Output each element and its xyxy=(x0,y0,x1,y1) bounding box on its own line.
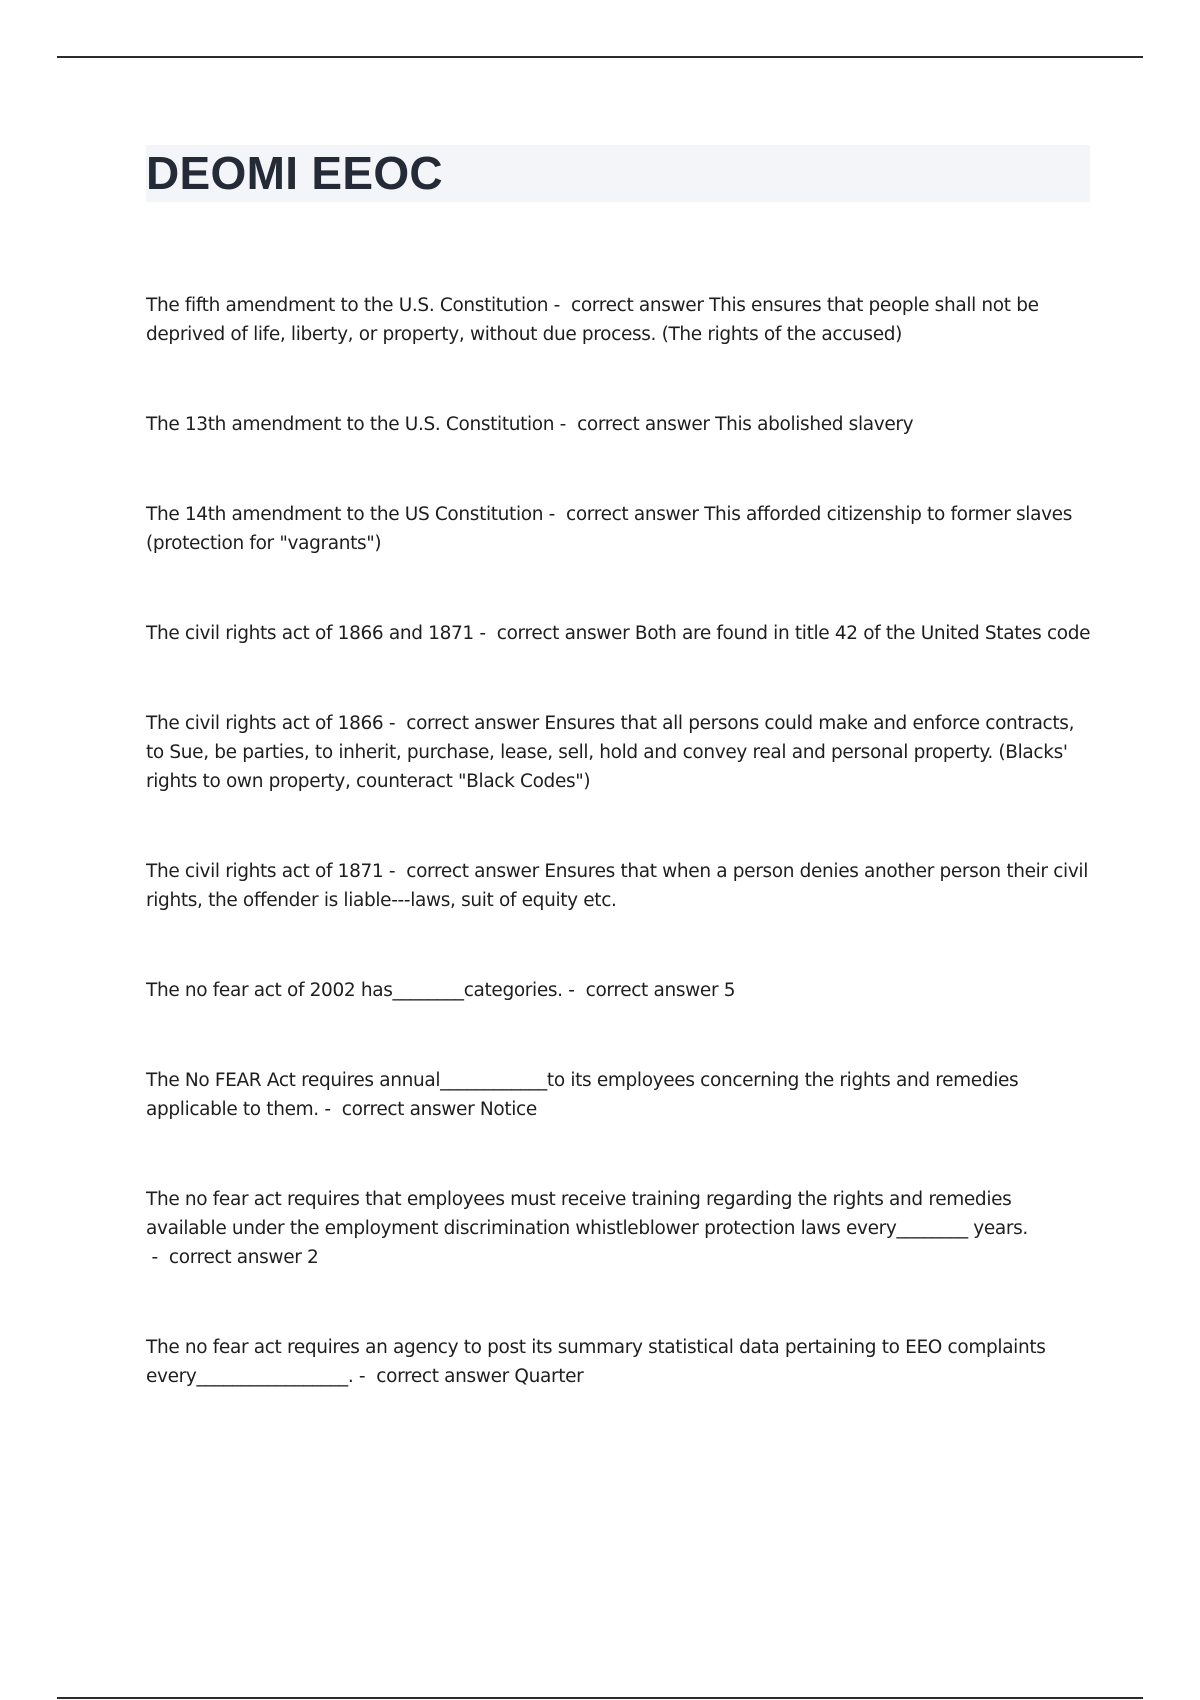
answer-marker: correct answer xyxy=(341,1099,475,1120)
qa-item: The No FEAR Act requires annual____________to its employees concerning the rights and remedies applicable to them. - correct answer Notice xyxy=(146,1070,1019,1120)
qa-item: The no fear act requires an agency to post its summary statistical data pertaining to EEO complaints every_________________. - correct answer Quarter xyxy=(146,1337,1046,1387)
answer-text: This ensures that people shall not be deprived of life, liberty, or property, without due process. (The rights of the accused) xyxy=(146,295,1039,345)
question-text: The 13th amendment to the U.S. Constitution xyxy=(146,414,555,435)
question-text: The 14th amendment to the US Constitution xyxy=(146,504,544,525)
answer-text: Both are found in title 42 of the United States code xyxy=(634,623,1091,644)
question-text: The No FEAR Act requires annual____________to its employees concerning the rights and remedies applicable to them. xyxy=(146,1070,1019,1120)
bottom-rule xyxy=(57,1697,1143,1699)
answer-marker: correct answer xyxy=(585,980,719,1001)
top-rule xyxy=(57,56,1143,58)
answer-text: 2 xyxy=(307,1247,319,1268)
answer-marker: correct answer xyxy=(566,504,699,525)
question-text: The civil rights act of 1871 xyxy=(146,861,384,882)
answer-marker: correct answer xyxy=(406,713,539,734)
question-text: The no fear act requires an agency to post its summary statistical data pertaining to EEO complaints every_________________. xyxy=(146,1337,1046,1387)
question-text: The no fear act of 2002 has________categories. xyxy=(146,980,563,1001)
qa-item: The civil rights act of 1866 - correct answer Ensures that all persons could make and enforce contracts, to Sue, be parties, to inherit, purchase, lease, sell, hold and convey real and personal property. (Blacks' rights to own property, counteract "Black Codes") xyxy=(146,713,1075,792)
answer-text: This afforded citizenship to former slaves (protection for "vagrants") xyxy=(146,504,1072,554)
answer-marker: correct answer xyxy=(571,295,704,316)
qa-item: The civil rights act of 1871 - correct answer Ensures that when a person denies another person their civil rights, the offender is liable---laws, suit of equity etc. xyxy=(146,861,1088,911)
qa-list xyxy=(146,291,1091,1452)
answer-marker: correct answer xyxy=(168,1247,302,1268)
answer-text: Ensures that all persons could make and enforce contracts, to Sue, be parties, to inherit, purchase, lease, sell, hold and convey real and personal property. (Blacks' rights to own property, counteract "Black Codes") xyxy=(146,713,1075,792)
qa-item: The no fear act requires that employees must receive training regarding the rights and remedies available under the employment discrimination whistleblower protection laws every________ years. - correct answer 2 xyxy=(146,1189,1028,1268)
answer-text: 5 xyxy=(723,980,736,1001)
qa-item: The no fear act of 2002 has________categories. - correct answer 5 xyxy=(146,980,736,1001)
qa-item: The 13th amendment to the U.S. Constitution - correct answer This abolished slavery xyxy=(146,414,914,435)
answer-text: Quarter xyxy=(514,1366,584,1387)
question-text: The civil rights act of 1866 and 1871 xyxy=(146,623,474,644)
document-title: DEOMI EEOC xyxy=(146,147,443,199)
question-text: The no fear act requires that employees must receive training regarding the rights and remedies available under the employment discrimination whistleblower protection laws every________ years. xyxy=(146,1189,1028,1239)
answer-marker: correct answer xyxy=(406,861,539,882)
question-text: The civil rights act of 1866 xyxy=(146,713,384,734)
question-text: The fifth amendment to the U.S. Constitution xyxy=(146,295,549,316)
answer-text: Ensures that when a person denies another person their civil rights, the offender is liable---laws, suit of equity etc. xyxy=(146,861,1088,911)
answer-marker: correct answer xyxy=(577,414,710,435)
answer-text: This abolished slavery xyxy=(715,414,914,435)
qa-item: The civil rights act of 1866 and 1871 - correct answer Both are found in title 42 of the United States code xyxy=(146,623,1091,644)
answer-marker: correct answer xyxy=(496,623,630,644)
qa-item: The fifth amendment to the U.S. Constitution - correct answer This ensures that people shall not be deprived of life, liberty, or property, without due process. (The rights of the accused) xyxy=(146,295,1039,345)
answer-text: Notice xyxy=(479,1099,537,1120)
answer-marker: correct answer xyxy=(376,1366,509,1387)
qa-item: The 14th amendment to the US Constitution - correct answer This afforded citizenship to former slaves (protection for "vagrants") xyxy=(146,504,1072,554)
